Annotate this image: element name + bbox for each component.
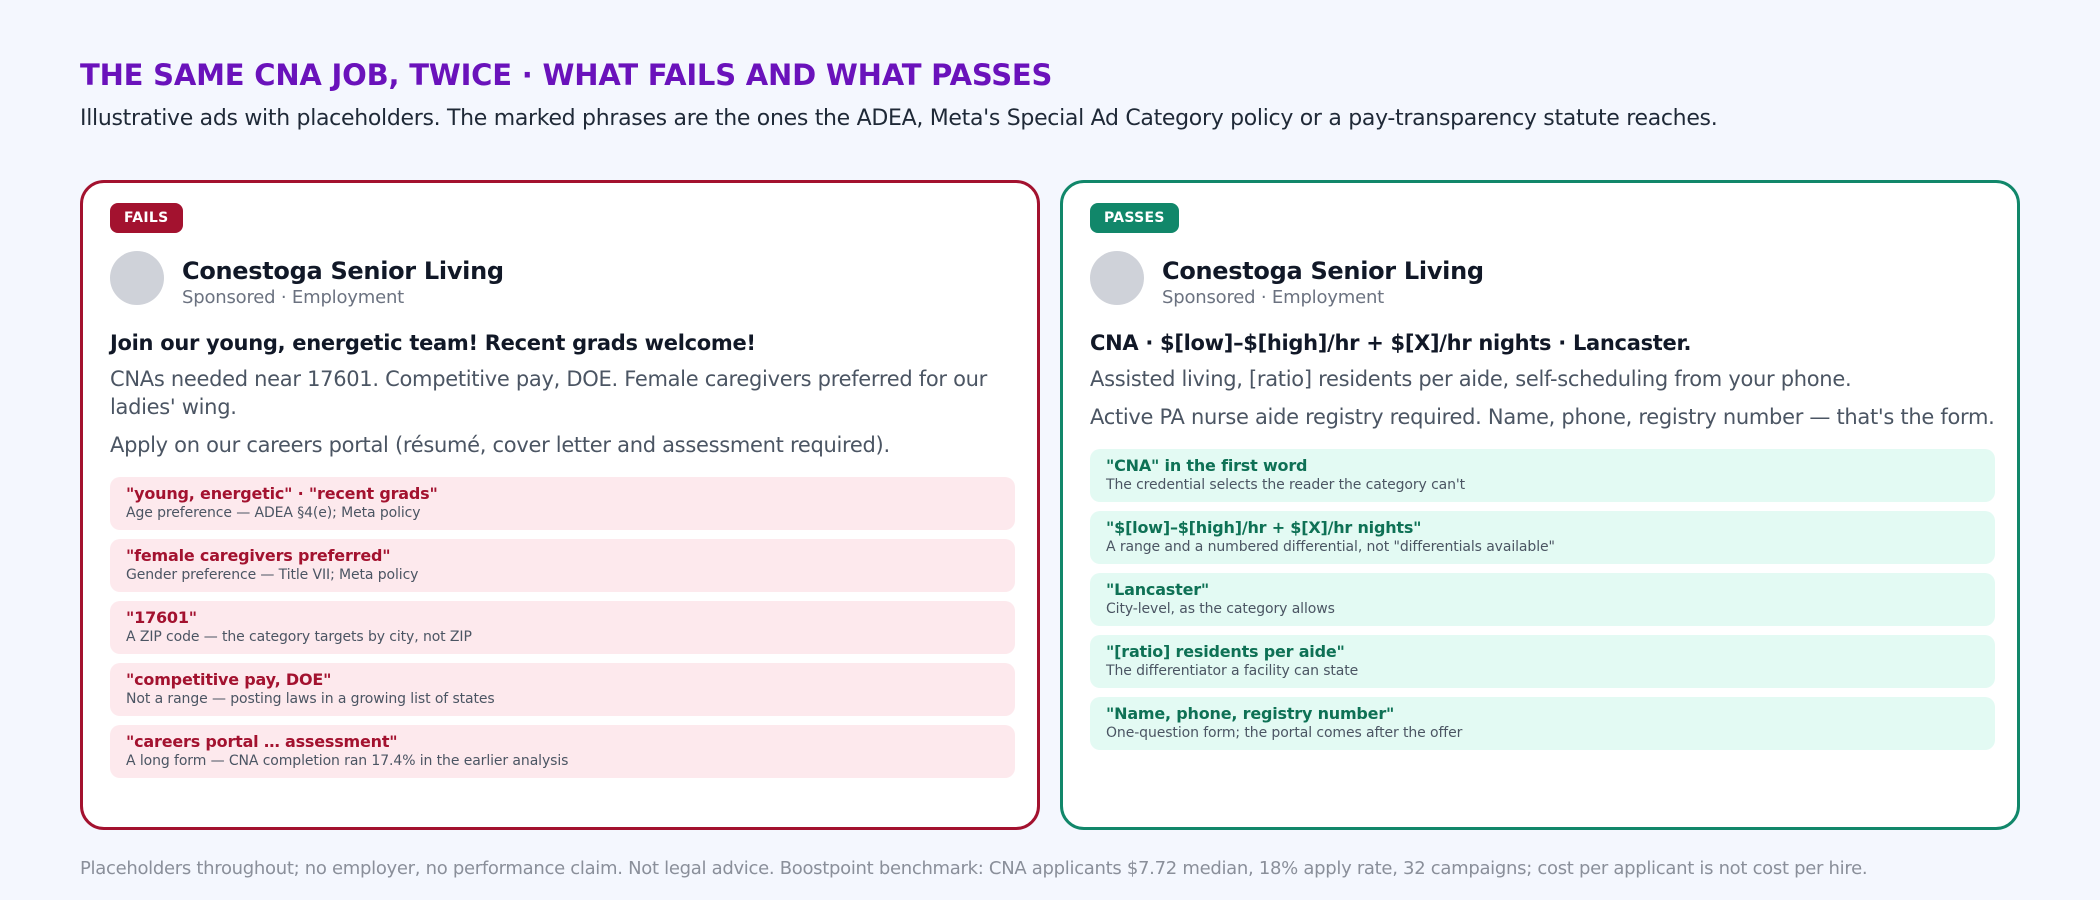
finding-item (110, 663, 1015, 716)
finding-phrase: "Name, phone, registry number" (1106, 704, 1395, 723)
finding-note: A ZIP code — the category targets by city, not ZIP (126, 629, 472, 645)
finding-item (110, 477, 1015, 530)
ad-headline: CNA · $[low]–$[high]/hr + $[X]/hr nights · Lancaster. (1090, 331, 1692, 355)
finding-phrase: "Lancaster" (1106, 580, 1210, 599)
finding-phrase: "[ratio] residents per aide" (1106, 642, 1345, 661)
finding-phrase: "careers portal … assessment" (126, 732, 398, 751)
finding-note: The differentiator a facility can state (1106, 663, 1359, 679)
finding-phrase: "17601" (126, 608, 197, 627)
ad-paragraph: CNAs needed near 17601. Competitive pay, DOE. Female caregivers preferred for our ladies' wing. (110, 367, 988, 419)
finding-phrase: "CNA" in the first word (1106, 456, 1308, 475)
findings-list (1090, 449, 1995, 750)
ad-paragraph: Active PA nurse aide registry required. Name, phone, registry number — that's the form. (1090, 405, 1995, 429)
finding-item (1090, 449, 1995, 502)
pass-ad-card (1060, 180, 2020, 830)
finding-phrase: "female caregivers preferred" (126, 546, 391, 565)
avatar (110, 251, 164, 305)
finding-note: A range and a numbered differential, not "differentials available" (1106, 539, 1555, 555)
finding-phrase: "young, energetic" · "recent grads" (126, 484, 438, 503)
ad-paragraph: Assisted living, [ratio] residents per aide, self-scheduling from your phone. (1090, 367, 1852, 391)
ad-body (110, 331, 1015, 787)
fail-ad-card (80, 180, 1040, 830)
finding-note: The credential selects the reader the category can't (1106, 477, 1466, 493)
finding-note: Age preference — ADEA §4(e); Meta policy (126, 505, 421, 521)
footnote: Placeholders throughout; no employer, no performance claim. Not legal advice. Boostpoint benchmark: CNA applicants $7.72 median, 18% apply rate, 32 campaigns; cost per applicant is not cost per hire. (80, 858, 1868, 879)
ad-paragraph: Apply on our careers portal (résumé, cover letter and assessment required). (110, 433, 890, 457)
finding-item (1090, 573, 1995, 626)
advertiser-name: Conestoga Senior Living (1162, 257, 1484, 285)
ad-body (1090, 331, 1995, 759)
finding-note: One-question form; the portal comes after the offer (1106, 725, 1463, 741)
findings-list (110, 477, 1015, 778)
fails-badge: FAILS (110, 203, 183, 233)
finding-phrase: "$[low]–$[high]/hr + $[X]/hr nights" (1106, 518, 1422, 537)
ad-meta: Sponsored · Employment (1162, 287, 1385, 308)
finding-item (1090, 511, 1995, 564)
avatar (1090, 251, 1144, 305)
passes-badge: PASSES (1090, 203, 1179, 233)
finding-item (1090, 635, 1995, 688)
page-title: THE SAME CNA JOB, TWICE · WHAT FAILS AND WHAT PASSES (80, 58, 1053, 92)
finding-phrase: "competitive pay, DOE" (126, 670, 332, 689)
advertiser-name: Conestoga Senior Living (182, 257, 504, 285)
ad-meta: Sponsored · Employment (182, 287, 405, 308)
finding-note: Gender preference — Title VII; Meta policy (126, 567, 419, 583)
page-subtitle: Illustrative ads with placeholders. The marked phrases are the ones the ADEA, Meta's Special Ad Category policy or a pay-transparency statute reaches. (80, 106, 1718, 131)
ad-headline: Join our young, energetic team! Recent grads welcome! (110, 331, 756, 355)
finding-item (110, 725, 1015, 778)
finding-item (1090, 697, 1995, 750)
finding-note: City-level, as the category allows (1106, 601, 1335, 617)
finding-note: A long form — CNA completion ran 17.4% in the earlier analysis (126, 753, 569, 769)
finding-item (110, 601, 1015, 654)
finding-item (110, 539, 1015, 592)
finding-note: Not a range — posting laws in a growing list of states (126, 691, 495, 707)
